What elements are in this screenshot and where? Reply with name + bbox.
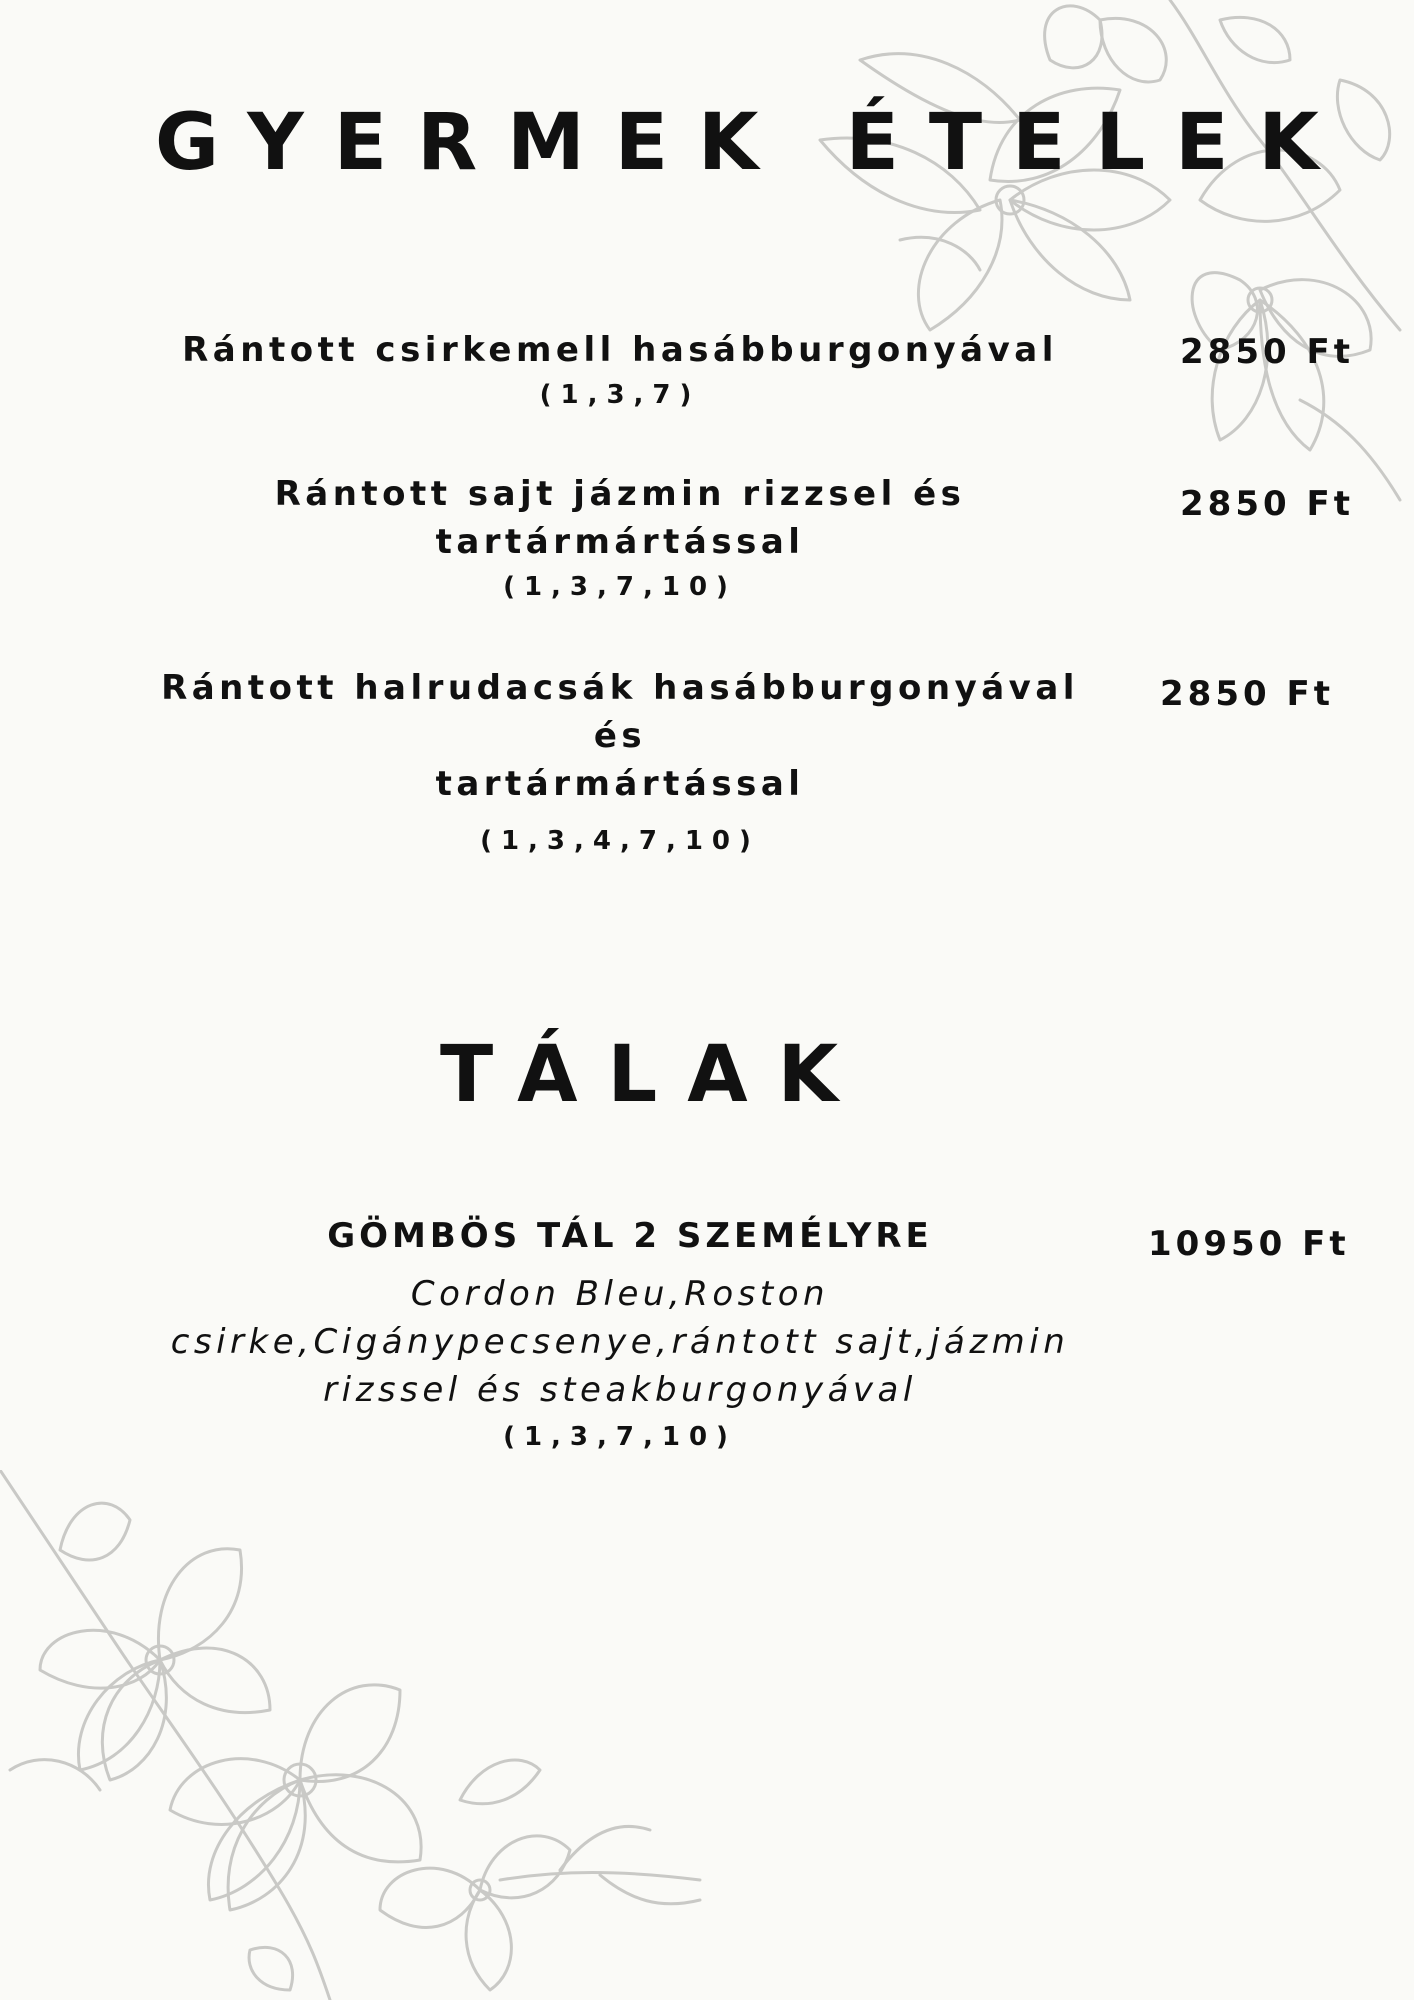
item-description-line: csirke,Cigánypecsenye,rántott sajt,jázmin [170,1322,1070,1362]
menu-item-kids-1 [150,326,1090,414]
floral-decoration-bottom-icon [0,1470,760,2000]
menu-item-kids-2 [150,470,1090,606]
item-name-line: Rántott halrudacsák hasábburgonyával [161,668,1079,708]
floral-decoration-top-icon [700,0,1414,520]
item-price: 2850 Ft [1180,332,1354,372]
item-allergens: (1,3,4,7,10) [480,826,760,856]
section-title-kids: GYERMEK ÉTELEK [155,98,1349,188]
item-name-line: és [593,716,647,756]
item-allergens: (1,3,7,10) [503,572,737,602]
item-allergens: (1,3,7) [539,380,701,410]
item-description-line: rizssel és steakburgonyával [323,1370,917,1410]
menu-item-kids-3 [150,664,1090,860]
item-description-line: Cordon Bleu,Roston [410,1274,830,1314]
item-name: GÖMBÖS TÁL 2 SZEMÉLYRE [327,1216,933,1256]
item-price: 2850 Ft [1160,674,1334,714]
item-price: 2850 Ft [1180,484,1354,524]
item-price: 10950 Ft [1148,1224,1350,1264]
menu-item-platter-1 [150,1216,1150,1456]
item-name: Rántott csirkemell hasábburgonyával [182,330,1058,370]
section-title-platters: TÁLAK [440,1030,869,1120]
item-name-line: Rántott sajt jázmin rizzsel és [274,474,966,514]
item-name-line: tartármártással [435,522,805,562]
item-allergens: (1,3,7,10) [503,1422,737,1452]
item-name-line: tartármártással [435,764,805,804]
